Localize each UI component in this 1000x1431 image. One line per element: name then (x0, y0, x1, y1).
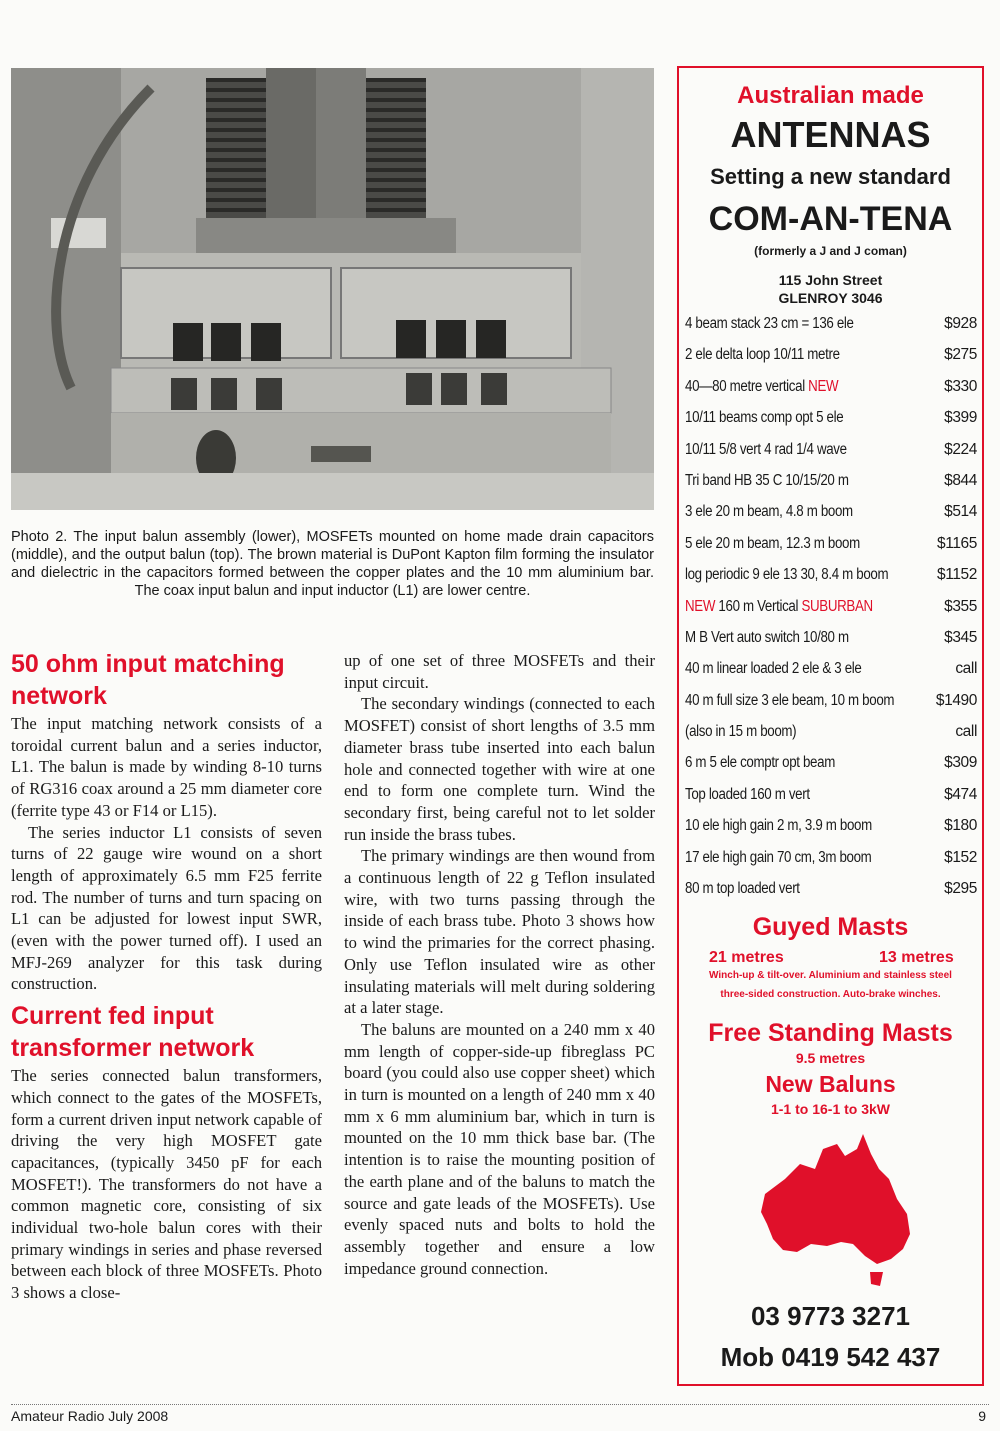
ad-item-name (685, 622, 849, 653)
ad-item-text: log periodic 9 ele 13 30, 8.4 m boom (685, 566, 889, 584)
ad-price-row (685, 747, 977, 778)
ad-baluns-sub: 1-1 to 16-1 to 3kW (770, 1101, 891, 1117)
ad-item-price: $224 (944, 440, 977, 458)
ad-item-price: $295 (944, 880, 977, 898)
ad-item-text: 3 ele 20 m beam, 4.8 m boom (685, 503, 853, 521)
ad-item-text: 2 ele delta loop 10/11 metre (685, 346, 840, 364)
ad-item-price: $1490 (935, 691, 977, 709)
ad-price-row (685, 559, 977, 590)
ad-item-price: $345 (944, 628, 977, 646)
ad-item-text: 10/11 beams comp opt 5 ele (685, 409, 844, 427)
australia-map-icon (745, 1124, 925, 1294)
ad-price-row (685, 653, 977, 684)
ad-item-name (685, 528, 860, 559)
ad-price-row (685, 685, 977, 716)
ad-item-text: (also in 15 m boom) (685, 723, 797, 741)
paragraph: The secondary windings (connected to each MOSFET) consist of short lengths of 3.5 mm diameter brass tube inserted into each balun hole and connected together with wire at one end to form one complete turn. Wind the secondary first, being careful not to let solder run inside the brass tubes. (344, 694, 655, 844)
ad-price-row (685, 339, 977, 370)
ad-item-price: $399 (944, 409, 977, 427)
ad-item-name (685, 873, 800, 904)
paragraph: The input matching network consists of a toroidal current balun and a series inductor, L1. The balun is made by winding 8-10 turns of RG316 coax around a 25 mm diameter core (ferrite type 43 or F14 or L15). (11, 714, 322, 820)
paragraph: The series connected balun transformers, which connect to the gates of the MOSFETs, form a current driven input network capable of driving the very high MOSFET gate capacitances, (typically 3450 pF for each MOSFET!). The transformers do not have a common magnetic core, consisting of six individual two-hole balun cores with their primary windings in series and phase reversed between each block of three MOSFETs. Photo 3 shows a close- (11, 1066, 323, 1303)
ad-item-name (685, 716, 796, 747)
ad-item-name (685, 779, 810, 810)
ad-item-badge: SUBURBAN (801, 597, 873, 615)
ad-item-name (685, 339, 840, 370)
ad-item-price: $330 (944, 377, 977, 395)
ad-price-row (685, 402, 977, 433)
photo-2-image (11, 68, 654, 510)
ad-price-row (685, 716, 977, 747)
ad-street: 115 John Street (778, 272, 883, 288)
ad-item-text: 17 ele high gain 70 cm, 3m boom (685, 848, 872, 866)
ad-suburb: GLENROY 3046 (778, 290, 883, 306)
ad-price-row (685, 591, 977, 622)
ad-baluns-title: New Baluns (765, 1071, 896, 1097)
footer-rule (11, 1404, 989, 1405)
ad-price-row (685, 528, 977, 559)
article-column-2 (344, 650, 655, 1279)
ad-item-text: 160 m Vertical (715, 597, 802, 615)
ad-item-price: $1165 (937, 534, 977, 552)
ad-item-text: 5 ele 20 m beam, 12.3 m boom (685, 534, 860, 552)
ad-price-row (685, 496, 977, 527)
ad-mobile: Mob 0419 542 437 (720, 1342, 941, 1372)
ad-formerly: (formerly a J and J coman) (754, 244, 907, 258)
ad-price-row (685, 371, 977, 402)
ad-item-text: 40 m full size 3 ele beam, 10 m boom (685, 691, 895, 709)
ad-item-text: 10/11 5/8 vert 4 rad 1/4 wave (685, 440, 847, 458)
ad-guyed-21: 21 metres (709, 949, 784, 966)
ad-price-row (685, 842, 977, 873)
ad-item-price: $474 (944, 785, 977, 803)
footer-publication: Amateur Radio July 2008 (11, 1408, 169, 1424)
ad-item-name (685, 308, 854, 339)
ad-item-text: 4 beam stack 23 cm = 136 ele (685, 315, 854, 332)
paragraph: The baluns are mounted on a 240 mm x 40 mm length of copper-side-up fibreglass PC board (you could also use copper sheet) which in turn is mounted on a length of 240 mm x 40 mm x 6 mm aluminium bar, which in turn is mounted on the 10 mm thick base bar. (The intention is to raise the mounting position of the earth plane and of the baluns to match the source and gate leads of the MOSFETs). Use evenly spaced nuts and bolts to hold the assembly together and ensure a low impedance ground connection. (344, 1019, 655, 1278)
ad-price-row (685, 810, 977, 841)
ad-item-price: $844 (944, 471, 977, 489)
ad-item-text: 40—80 metre vertical (685, 377, 809, 395)
ad-item-name (685, 465, 849, 496)
ad-item-name (685, 591, 873, 622)
ad-item-price: $152 (944, 848, 977, 866)
ad-price-row (685, 779, 977, 810)
ad-item-badge: NEW (808, 377, 839, 395)
ad-price-list (685, 308, 977, 904)
photo-2 (11, 68, 654, 510)
ad-free-sub: 9.5 metres (795, 1050, 866, 1066)
paragraph: The primary windings are then wound from a continuous length of 22 g Teflon insulated wire, with two turns passing through the inside of each brass tube. Photo 3 shows how to wind the primaries for the correct phasing. Only use Teflon insulated wire as other insulating materials will melt during soldering at a later stage. (344, 846, 655, 1018)
ad-item-price: $355 (944, 597, 977, 615)
ad-item-name (685, 371, 838, 402)
ad-guyed-desc-2: three-sided construction. Auto-brake winches. (720, 989, 941, 1000)
ad-item-name (685, 842, 871, 873)
ad-item-name (685, 402, 843, 433)
ad-item-price: $309 (944, 754, 977, 772)
section-heading-current-fed: Current fed input transformer network (11, 1002, 255, 1063)
ad-free-title: Free Standing Masts (708, 1019, 953, 1047)
ad-subtitle: Setting a new standard (710, 164, 951, 189)
ad-item-text: M B Vert auto switch 10/80 m (685, 628, 849, 646)
ad-item-price: call (955, 660, 977, 678)
ad-guyed-title: Guyed Masts (752, 913, 909, 941)
ad-item-text: 6 m 5 ele comptr opt beam (685, 754, 835, 772)
ad-tagline: Australian made (737, 82, 924, 109)
article-column-1 (11, 648, 322, 1304)
ad-item-name (685, 434, 847, 465)
ad-item-text: 80 m top loaded vert (685, 880, 800, 898)
ad-item-name (685, 653, 861, 684)
paragraph: up of one set of three MOSFETs and their input circuit. (344, 651, 655, 692)
ad-item-name (685, 559, 888, 590)
ad-item-price: call (955, 723, 977, 741)
ad-item-price: $1152 (937, 566, 977, 584)
ad-item-price: $928 (944, 315, 977, 332)
advertisement-comantena (677, 66, 984, 1386)
ad-item-name (685, 496, 853, 527)
ad-item-name (685, 685, 894, 716)
ad-item-price: $514 (944, 503, 977, 521)
ad-item-text: Tri band HB 35 C 10/15/20 m (685, 471, 849, 489)
photo-caption: Photo 2. The input balun assembly (lower), MOSFETs mounted on home made drain capacitors (middle), and the output balun (top). The brown material is DuPont Kapton film forming the insulator and dielectric in the capacitors formed between the copper plates and the 10 mm aluminium bar. The coax input balun and input inductor (L1) are lower centre. (11, 529, 654, 599)
ad-price-row (685, 873, 977, 904)
ad-item-name (685, 810, 872, 841)
ad-item-text: 10 ele high gain 2 m, 3.9 m boom (685, 817, 872, 835)
ad-guyed-13: 13 metres (879, 949, 954, 966)
ad-item-name (685, 747, 835, 778)
ad-item-price: $180 (944, 817, 977, 835)
ad-item-badge: NEW (685, 597, 716, 615)
ad-item-text: Top loaded 160 m vert (685, 785, 810, 803)
ad-price-row (685, 308, 977, 339)
section-heading-input-matching: 50 ohm input matching network (11, 650, 285, 710)
ad-guyed-desc-1: Winch-up & tilt-over. Aluminium and stainless steel (709, 970, 952, 981)
ad-item-text: 40 m linear loaded 2 ele & 3 ele (685, 660, 862, 678)
ad-phone: 03 9773 3271 (750, 1301, 911, 1331)
ad-antennas-title: ANTENNAS (730, 114, 931, 155)
ad-price-row (685, 465, 977, 496)
ad-item-price: $275 (944, 346, 977, 364)
ad-price-row (685, 434, 977, 465)
ad-brand: COM-AN-TENA (708, 200, 953, 238)
page-number: 9 (978, 1408, 986, 1424)
paragraph: The series inductor L1 consists of seven turns of 22 gauge wire wound on a short length of approximately 6.5 mm F25 ferrite rod. The number of turns and turn spacing on L1 can be adjusted for lowest input SWR, (even with the power turned off). I used an MFJ-269 analyzer for this task during construction. (11, 822, 322, 994)
ad-price-row (685, 622, 977, 653)
